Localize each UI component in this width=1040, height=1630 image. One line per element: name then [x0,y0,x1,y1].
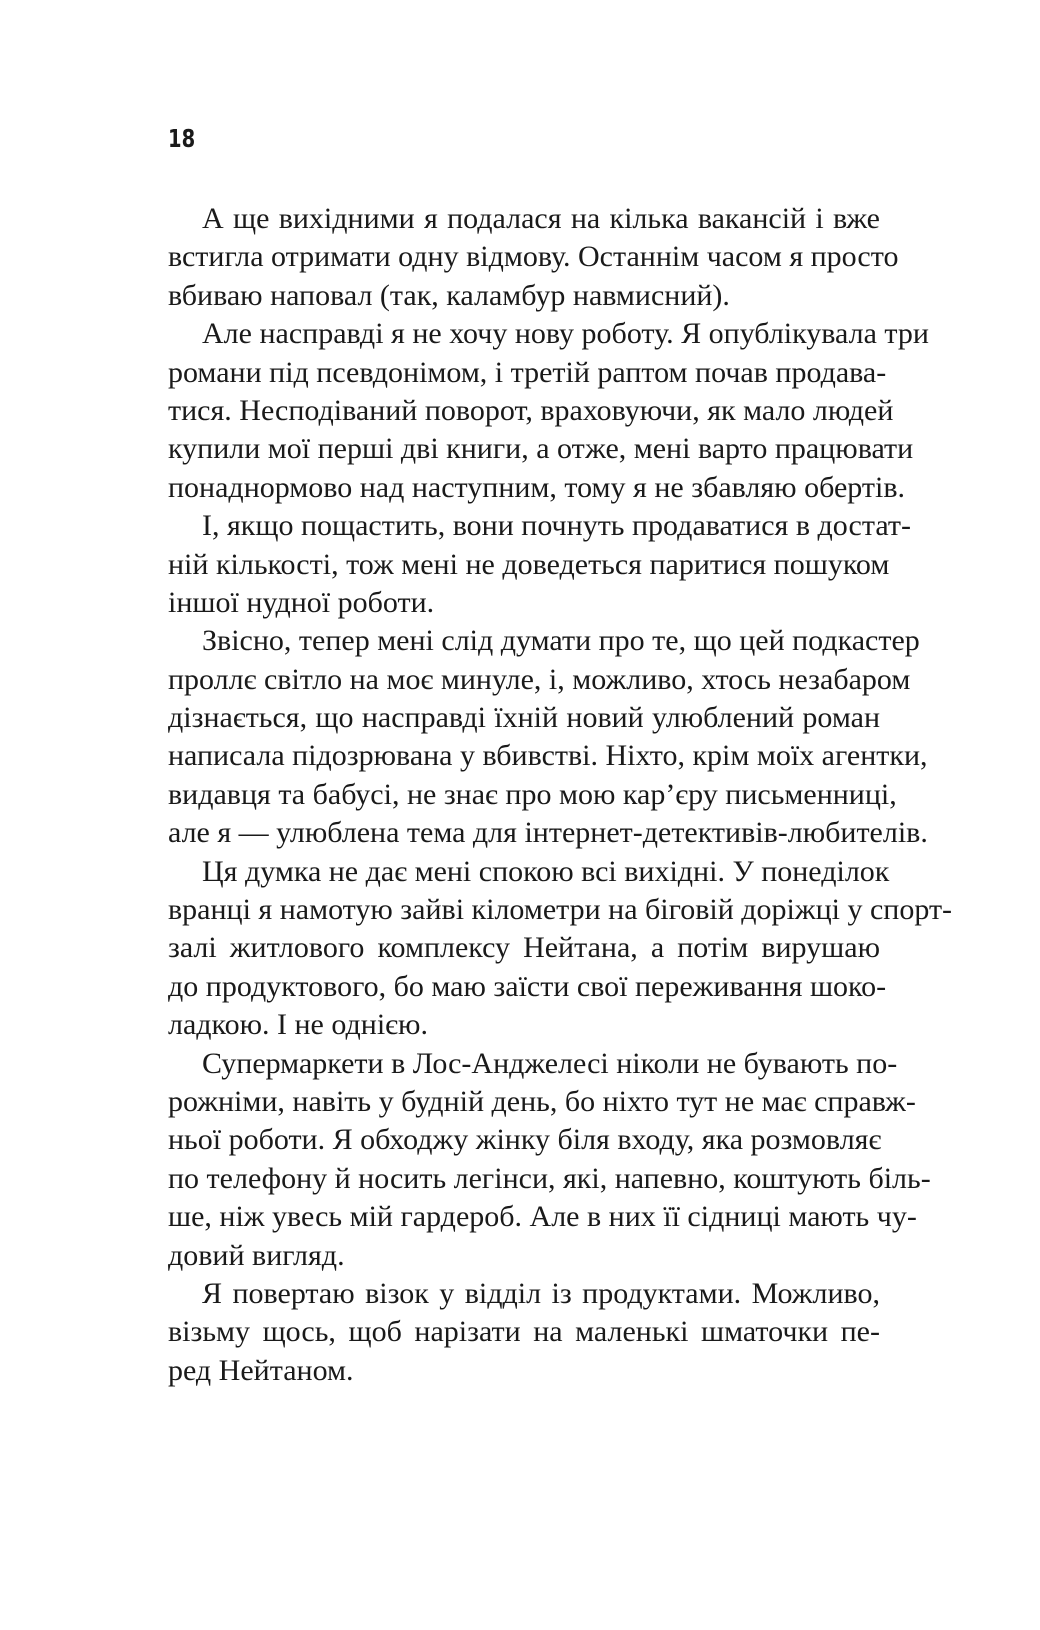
text-line: Супермаркети в Лос-Анджелесі ніколи не бувають по- [202,1046,898,1080]
text-line: купили мої перші дві книги, а отже, мені варто працювати [168,432,914,466]
text-line: залі житлового комплексу Нейтана, а потім вирушаю [168,931,880,965]
text-line: Я повертаю візок у відділ із продуктами. Можливо, [202,1276,880,1310]
text-line: проллє світло на моє минуле, і, можливо, хтось незабаром [168,662,911,696]
text-line: видавця та бабусі, не знає про мою кар’єру письменниці, [168,777,897,811]
text-line: І, якщо пощастить, вони почнуть продаватися в достат- [202,509,911,543]
text-line: до продуктового, бо маю заїсти свої переживання шоко- [168,969,887,1003]
text-line: ладкою. І не однією. [168,1008,428,1042]
text-line: рожніми, навіть у будній день, бо ніхто тут не має справж- [168,1084,916,1118]
text-line: встигла отримати одну відмову. Останнім часом я просто [168,240,899,274]
text-line: іншої нудної роботи. [168,585,435,619]
text-line: ній кількості, тож мені не доведеться паритися пошуком [168,547,890,581]
text-line: тися. Несподіваний поворот, враховуючи, як мало людей [168,393,894,427]
text-line: візьму щось, щоб нарізати на маленькі шматочки пе- [168,1315,880,1349]
text-line: понаднормово над наступним, тому я не збавляю обертів. [168,470,905,504]
text-line: Але насправді я не хочу нову роботу. Я опублікувала три [202,317,929,351]
text-line: Звісно, тепер мені слід думати про те, що цей подкастер [202,624,920,658]
text-line: ред Нейтаном. [168,1353,354,1387]
text-line: романи під псевдонімом, і третій раптом почав продава- [168,355,887,389]
text-line: вбиваю наповал (так, каламбур навмисний). [168,278,730,312]
body-text [168,200,953,1390]
text-line: але я — улюблена тема для інтернет-детективів-любителів. [168,816,928,850]
text-line: А ще вихідними я подалася на кілька вакансій і вже [202,202,880,235]
text-line: по телефону й носить легінси, які, напевно, коштують біль- [168,1161,931,1195]
text-line: дізнається, що насправді їхній новий улюблений роман [168,701,880,735]
text-line: Ця думка не дає мені спокою всі вихідні. У понеділок [202,854,890,888]
text-line: ше, ніж увесь мій гардероб. Але в них її сідниці мають чу- [168,1200,917,1234]
text-line: ньої роботи. Я обходжу жінку біля входу, яка розмовляє [168,1123,882,1157]
page-number: 18 [168,124,196,153]
text-line: довий вигляд. [168,1238,345,1272]
text-line: написала підозрювана у вбивстві. Ніхто, крім моїх агентки, [168,739,928,773]
text-line: вранці я намотую зайві кілометри на біговій доріжці у спорт- [168,893,953,927]
